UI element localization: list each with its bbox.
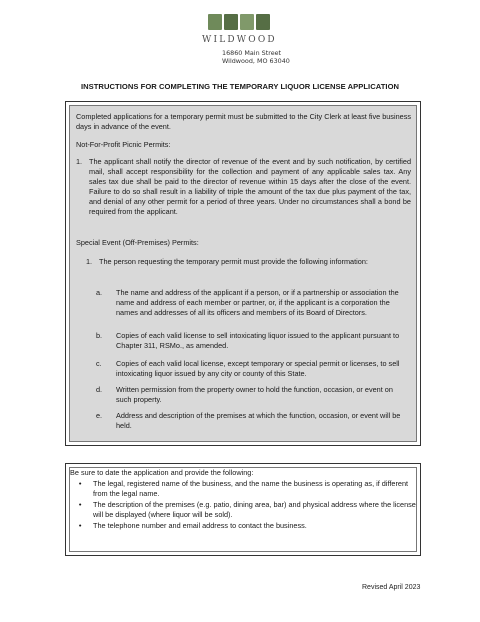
special-event-heading: Special Event (Off-Premises) Permits: bbox=[76, 238, 199, 247]
subitem-letter: e. bbox=[96, 411, 103, 420]
subitem-letter: c. bbox=[96, 359, 102, 368]
bullet-icon: • bbox=[78, 479, 83, 488]
logo-tile bbox=[256, 14, 270, 30]
logo-wordmark: WILDWOOD bbox=[202, 35, 277, 45]
bullet-icon: • bbox=[78, 521, 83, 530]
logo-tile bbox=[224, 14, 238, 30]
nfp-heading: Not-For-Profit Picnic Permits: bbox=[76, 140, 171, 149]
se-item-text: The person requesting the temporary permit must provide the following information: bbox=[99, 257, 368, 266]
reminder-bullet-text: The legal, registered name of the business, and the name the business is operating as, if different from the legal name. bbox=[93, 479, 409, 498]
page-title: INSTRUCTIONS FOR COMPLETING THE TEMPORARY LIQUOR LICENSE APPLICATION bbox=[80, 82, 400, 91]
subitem-text: Written permission from the property owner to hold the function, occasion, or event on such property. bbox=[116, 385, 393, 404]
subitem-letter: d. bbox=[96, 385, 103, 394]
nfp-item-text: The applicant shall notify the director of revenue of the event and by such notification, by certified mail, shall accept responsibility for the collection and payment of any applicable sales tax. Any sales tax due shall be paid to the director of revenue within 15 days after the close of the event. Failure to do so shall result in a liability of triple the amount of the tax due plus payment of the tax, and denial of any other permit for a period of three years. Under no circumstances shall a bond be required from the applicant. bbox=[89, 157, 411, 216]
subitem-text: The name and address of the applicant if a person, or if a partnership or association the name and address of each member or partner, or, if the applicant is a corporation the names and addresses of all its officers and members of its Board of Directors. bbox=[116, 288, 399, 317]
wildwood-logo bbox=[202, 14, 284, 45]
address-line-1: 16860 Main Street bbox=[222, 49, 282, 57]
subitem-letter: a. bbox=[96, 288, 103, 297]
subitem-text: Copies of each valid local license, except temporary or special permit or licenses, to sell intoxicating liquor issued by any city or county of this State. bbox=[116, 359, 400, 378]
subitem-text: Copies of each valid license to sell intoxicating liquor issued to the applicant pursuant to Chapter 311, RSMo., as amended. bbox=[116, 331, 400, 350]
nfp-item-number: 1. bbox=[76, 157, 83, 166]
se-item-number: 1. bbox=[86, 257, 93, 266]
logo-tiles bbox=[208, 14, 284, 30]
logo-tile bbox=[240, 14, 254, 30]
intro-paragraph: Completed applications for a temporary permit must be submitted to the City Clerk at least five business days in advance of the event. bbox=[76, 112, 411, 131]
revision-date: Revised April 2023 bbox=[362, 584, 421, 591]
subitem-text: Address and description of the premises at which the function, occasion, or event will be held. bbox=[116, 411, 401, 430]
reminder-intro: Be sure to date the application and provide the following: bbox=[70, 468, 254, 477]
reminder-bullet-text: The telephone number and email address to contact the business. bbox=[93, 521, 307, 530]
org-address bbox=[222, 50, 290, 65]
bullet-icon: • bbox=[78, 500, 83, 509]
subitem-letter: b. bbox=[96, 331, 103, 340]
logo-tile bbox=[208, 14, 222, 30]
address-line-2: Wildwood, MO 63040 bbox=[222, 56, 290, 65]
reminder-bullet-text: The description of the premises (e.g. patio, dining area, bar) and physical address where the license will be displayed (where liquor will be sold). bbox=[93, 500, 416, 519]
